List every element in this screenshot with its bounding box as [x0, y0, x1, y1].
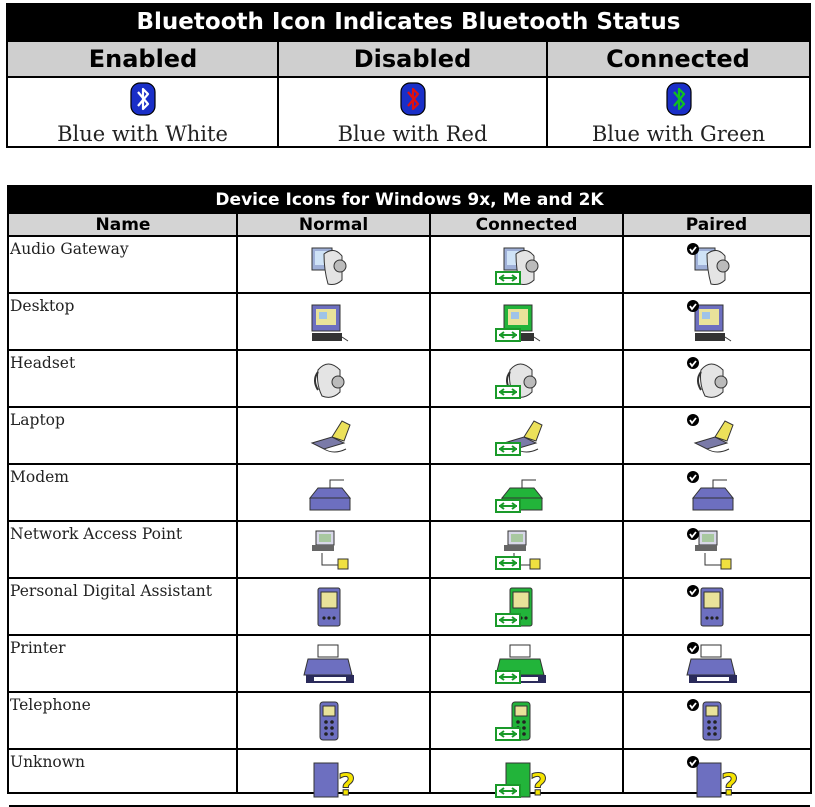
svg-text:?: ?	[530, 768, 548, 803]
table-row	[9, 465, 810, 522]
printer-connected-icon	[490, 639, 550, 691]
printer-paired-icon	[681, 639, 741, 691]
device-name: Audio Gateway	[10, 240, 129, 258]
column-divider	[622, 213, 624, 792]
device-name: Unknown	[10, 753, 86, 771]
bluetooth-connected-icon	[666, 82, 692, 116]
device-table-title: Device Icons for Windows 9x, Me and 2K	[9, 187, 810, 213]
table-row	[9, 351, 810, 408]
telephone-connected-icon	[490, 696, 550, 748]
status-cell-disabled	[279, 76, 546, 146]
pda-normal-icon	[298, 582, 358, 634]
modem-paired-icon	[681, 468, 741, 520]
column-divider	[236, 213, 238, 792]
telephone-normal-icon	[298, 696, 358, 748]
status-cell-enabled	[8, 76, 277, 146]
table-row	[9, 636, 810, 693]
device-name: Personal Digital Assistant	[10, 582, 213, 600]
header-enabled: Enabled	[8, 40, 278, 76]
desktop-paired-icon	[681, 297, 741, 349]
laptop-connected-icon	[490, 411, 550, 463]
status-caption: Blue with Red	[337, 122, 488, 146]
modem-connected-icon	[490, 468, 550, 520]
laptop-normal-icon	[298, 411, 358, 463]
headset-connected-icon	[490, 354, 550, 406]
header-disabled: Disabled	[278, 40, 547, 76]
desktop-normal-icon	[298, 297, 358, 349]
header-connected: Connected	[547, 40, 809, 76]
status-caption: Blue with Green	[591, 122, 766, 146]
table-row	[9, 579, 810, 636]
device-name: Modem	[10, 468, 69, 486]
device-name: Telephone	[10, 696, 91, 714]
bluetooth-enabled-icon	[130, 82, 156, 116]
device-icons-table	[7, 185, 812, 803]
headset-paired-icon	[681, 354, 741, 406]
header-connected: Connected	[430, 213, 623, 237]
desktop-connected-icon	[490, 297, 550, 349]
audio-gateway-paired-icon	[681, 240, 741, 292]
audio-gateway-connected-icon	[490, 240, 550, 292]
table-row	[9, 408, 810, 465]
device-name: Network Access Point	[10, 525, 183, 543]
laptop-paired-icon	[681, 411, 741, 463]
network-access-point-connected-icon	[490, 525, 550, 577]
device-name: Desktop	[10, 297, 75, 315]
network-access-point-paired-icon	[681, 525, 741, 577]
header-name: Name	[9, 213, 237, 237]
telephone-paired-icon	[681, 696, 741, 748]
header-paired: Paired	[623, 213, 810, 237]
headset-normal-icon	[298, 354, 358, 406]
unknown-device-paired-icon	[681, 753, 741, 805]
pda-connected-icon	[490, 582, 550, 634]
column-divider	[429, 213, 431, 792]
bluetooth-status-table	[6, 3, 811, 148]
table-row	[9, 522, 810, 579]
table-row	[9, 237, 810, 294]
printer-normal-icon	[298, 639, 358, 691]
audio-gateway-normal-icon	[298, 240, 358, 292]
modem-normal-icon	[298, 468, 358, 520]
svg-text:?: ?	[721, 768, 739, 803]
pda-paired-icon	[681, 582, 741, 634]
device-name: Printer	[10, 639, 66, 657]
bluetooth-disabled-icon	[400, 82, 426, 116]
status-table-title: Bluetooth Icon Indicates Bluetooth Status	[8, 5, 809, 40]
unknown-device-connected-icon	[490, 753, 550, 805]
status-cell-connected	[548, 76, 809, 146]
unknown-device-normal-icon	[298, 753, 358, 805]
network-access-point-normal-icon	[298, 525, 358, 577]
table-row	[9, 294, 810, 351]
svg-text:?: ?	[338, 768, 356, 803]
header-normal: Normal	[237, 213, 430, 237]
device-name: Headset	[10, 354, 76, 372]
status-caption: Blue with White	[57, 122, 228, 146]
table-row	[9, 693, 810, 750]
device-name: Laptop	[10, 411, 65, 429]
table-row	[9, 750, 810, 807]
